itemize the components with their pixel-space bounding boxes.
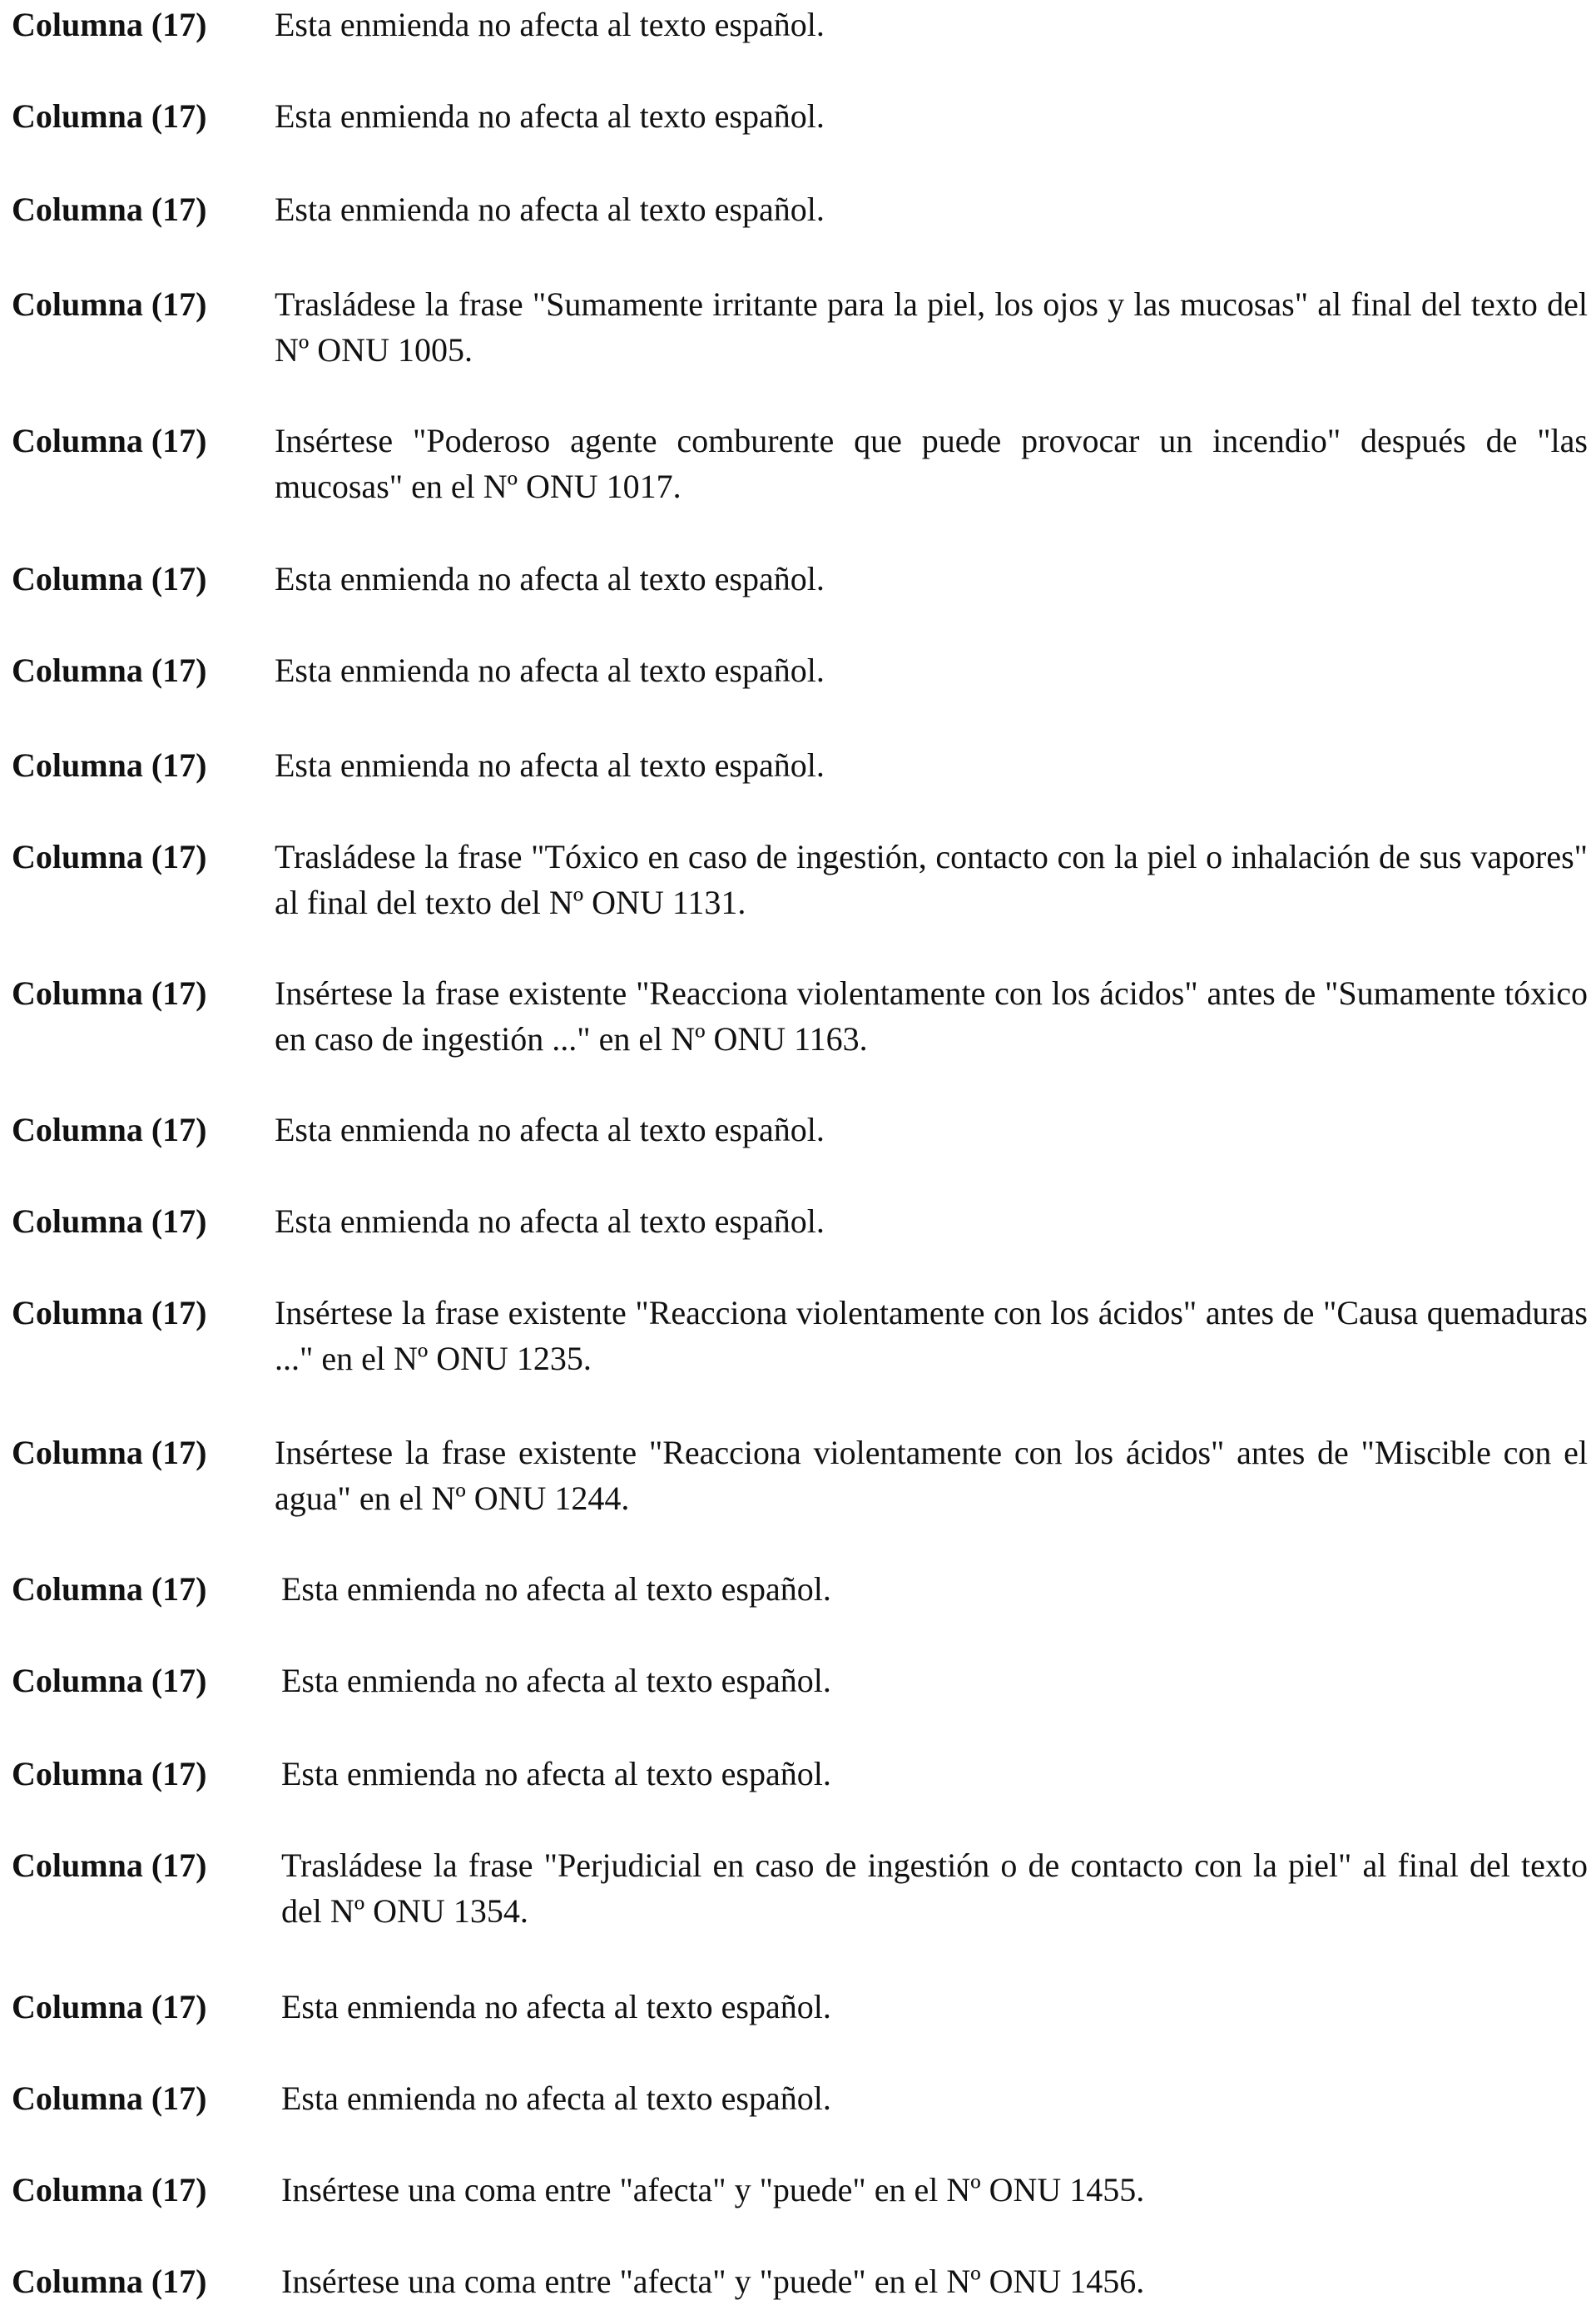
amendment-text: Insértese "Poderoso agente comburente que puede provocar un incendio" después de "las mucosas" en el Nº ONU 1017. bbox=[275, 422, 1588, 505]
amendment-text: Esta enmienda no afecta al texto español. bbox=[275, 1111, 825, 1148]
amendment-text: Esta enmienda no afecta al texto español. bbox=[281, 1570, 831, 1608]
column-label: Columna (17) bbox=[12, 6, 207, 43]
amendment-text: Esta enmienda no afecta al texto español. bbox=[281, 1755, 831, 1792]
amendment-text: Esta enmienda no afecta al texto español. bbox=[281, 2079, 831, 2117]
amendment-text: Insértese la frase existente "Reacciona violentamente con los ácidos" antes de "Miscible con el agua" en el Nº ONU 1244. bbox=[275, 1434, 1588, 1517]
amendment-text: Esta enmienda no afecta al texto español. bbox=[275, 1202, 825, 1240]
column-label: Columna (17) bbox=[12, 1662, 207, 1699]
amendment-text: Trasládese la frase "Perjudicial en caso de ingestión o de contacto con la piel" al final del texto del Nº ONU 1354. bbox=[281, 1847, 1588, 1930]
column-label: Columna (17) bbox=[12, 1434, 207, 1471]
amendment-text: Esta enmienda no afecta al texto español. bbox=[275, 746, 825, 784]
amendment-text: Esta enmienda no afecta al texto español. bbox=[275, 6, 825, 43]
column-label: Columna (17) bbox=[12, 97, 207, 135]
amendment-text: Insértese la frase existente "Reacciona violentamente con los ácidos" antes de "Sumamente tóxico en caso de ingestión ..." en el Nº ONU 1163. bbox=[275, 974, 1588, 1058]
column-label: Columna (17) bbox=[12, 1755, 207, 1792]
column-label: Columna (17) bbox=[12, 974, 207, 1012]
amendment-text: Esta enmienda no afecta al texto español. bbox=[281, 1662, 831, 1699]
column-label: Columna (17) bbox=[12, 2079, 207, 2117]
column-label: Columna (17) bbox=[12, 422, 207, 459]
column-label: Columna (17) bbox=[12, 1847, 207, 1884]
column-label: Columna (17) bbox=[12, 1111, 207, 1148]
amendment-text: Esta enmienda no afecta al texto español. bbox=[275, 652, 825, 689]
amendment-text: Esta enmienda no afecta al texto español. bbox=[281, 1988, 831, 2025]
column-label: Columna (17) bbox=[12, 285, 207, 323]
amendment-text: Insértese la frase existente "Reacciona violentamente con los ácidos" antes de "Causa quemaduras ..." en el Nº ONU 1235. bbox=[275, 1294, 1588, 1377]
column-label: Columna (17) bbox=[12, 746, 207, 784]
column-label: Columna (17) bbox=[12, 2171, 207, 2208]
column-label: Columna (17) bbox=[12, 560, 207, 597]
amendment-text: Esta enmienda no afecta al texto español. bbox=[275, 97, 825, 135]
amendment-text: Esta enmienda no afecta al texto español. bbox=[275, 560, 825, 597]
column-label: Columna (17) bbox=[12, 1294, 207, 1331]
column-label: Columna (17) bbox=[12, 191, 207, 228]
column-label: Columna (17) bbox=[12, 652, 207, 689]
column-label: Columna (17) bbox=[12, 1570, 207, 1608]
amendment-text: Insértese una coma entre "afecta" y "puede" en el Nº ONU 1456. bbox=[281, 2263, 1145, 2300]
amendment-text: Esta enmienda no afecta al texto español. bbox=[275, 191, 825, 228]
amendment-text: Trasládese la frase "Tóxico en caso de ingestión, contacto con la piel o inhalación de sus vapores" al final del texto del Nº ONU 1131. bbox=[275, 838, 1588, 921]
amendment-text: Trasládese la frase "Sumamente irritante para la piel, los ojos y las mucosas" al final del texto del Nº ONU 1005. bbox=[275, 285, 1588, 369]
column-label: Columna (17) bbox=[12, 1988, 207, 2025]
column-label: Columna (17) bbox=[12, 2263, 207, 2300]
column-label: Columna (17) bbox=[12, 838, 207, 875]
column-label: Columna (17) bbox=[12, 1202, 207, 1240]
amendment-text: Insértese una coma entre "afecta" y "puede" en el Nº ONU 1455. bbox=[281, 2171, 1145, 2208]
